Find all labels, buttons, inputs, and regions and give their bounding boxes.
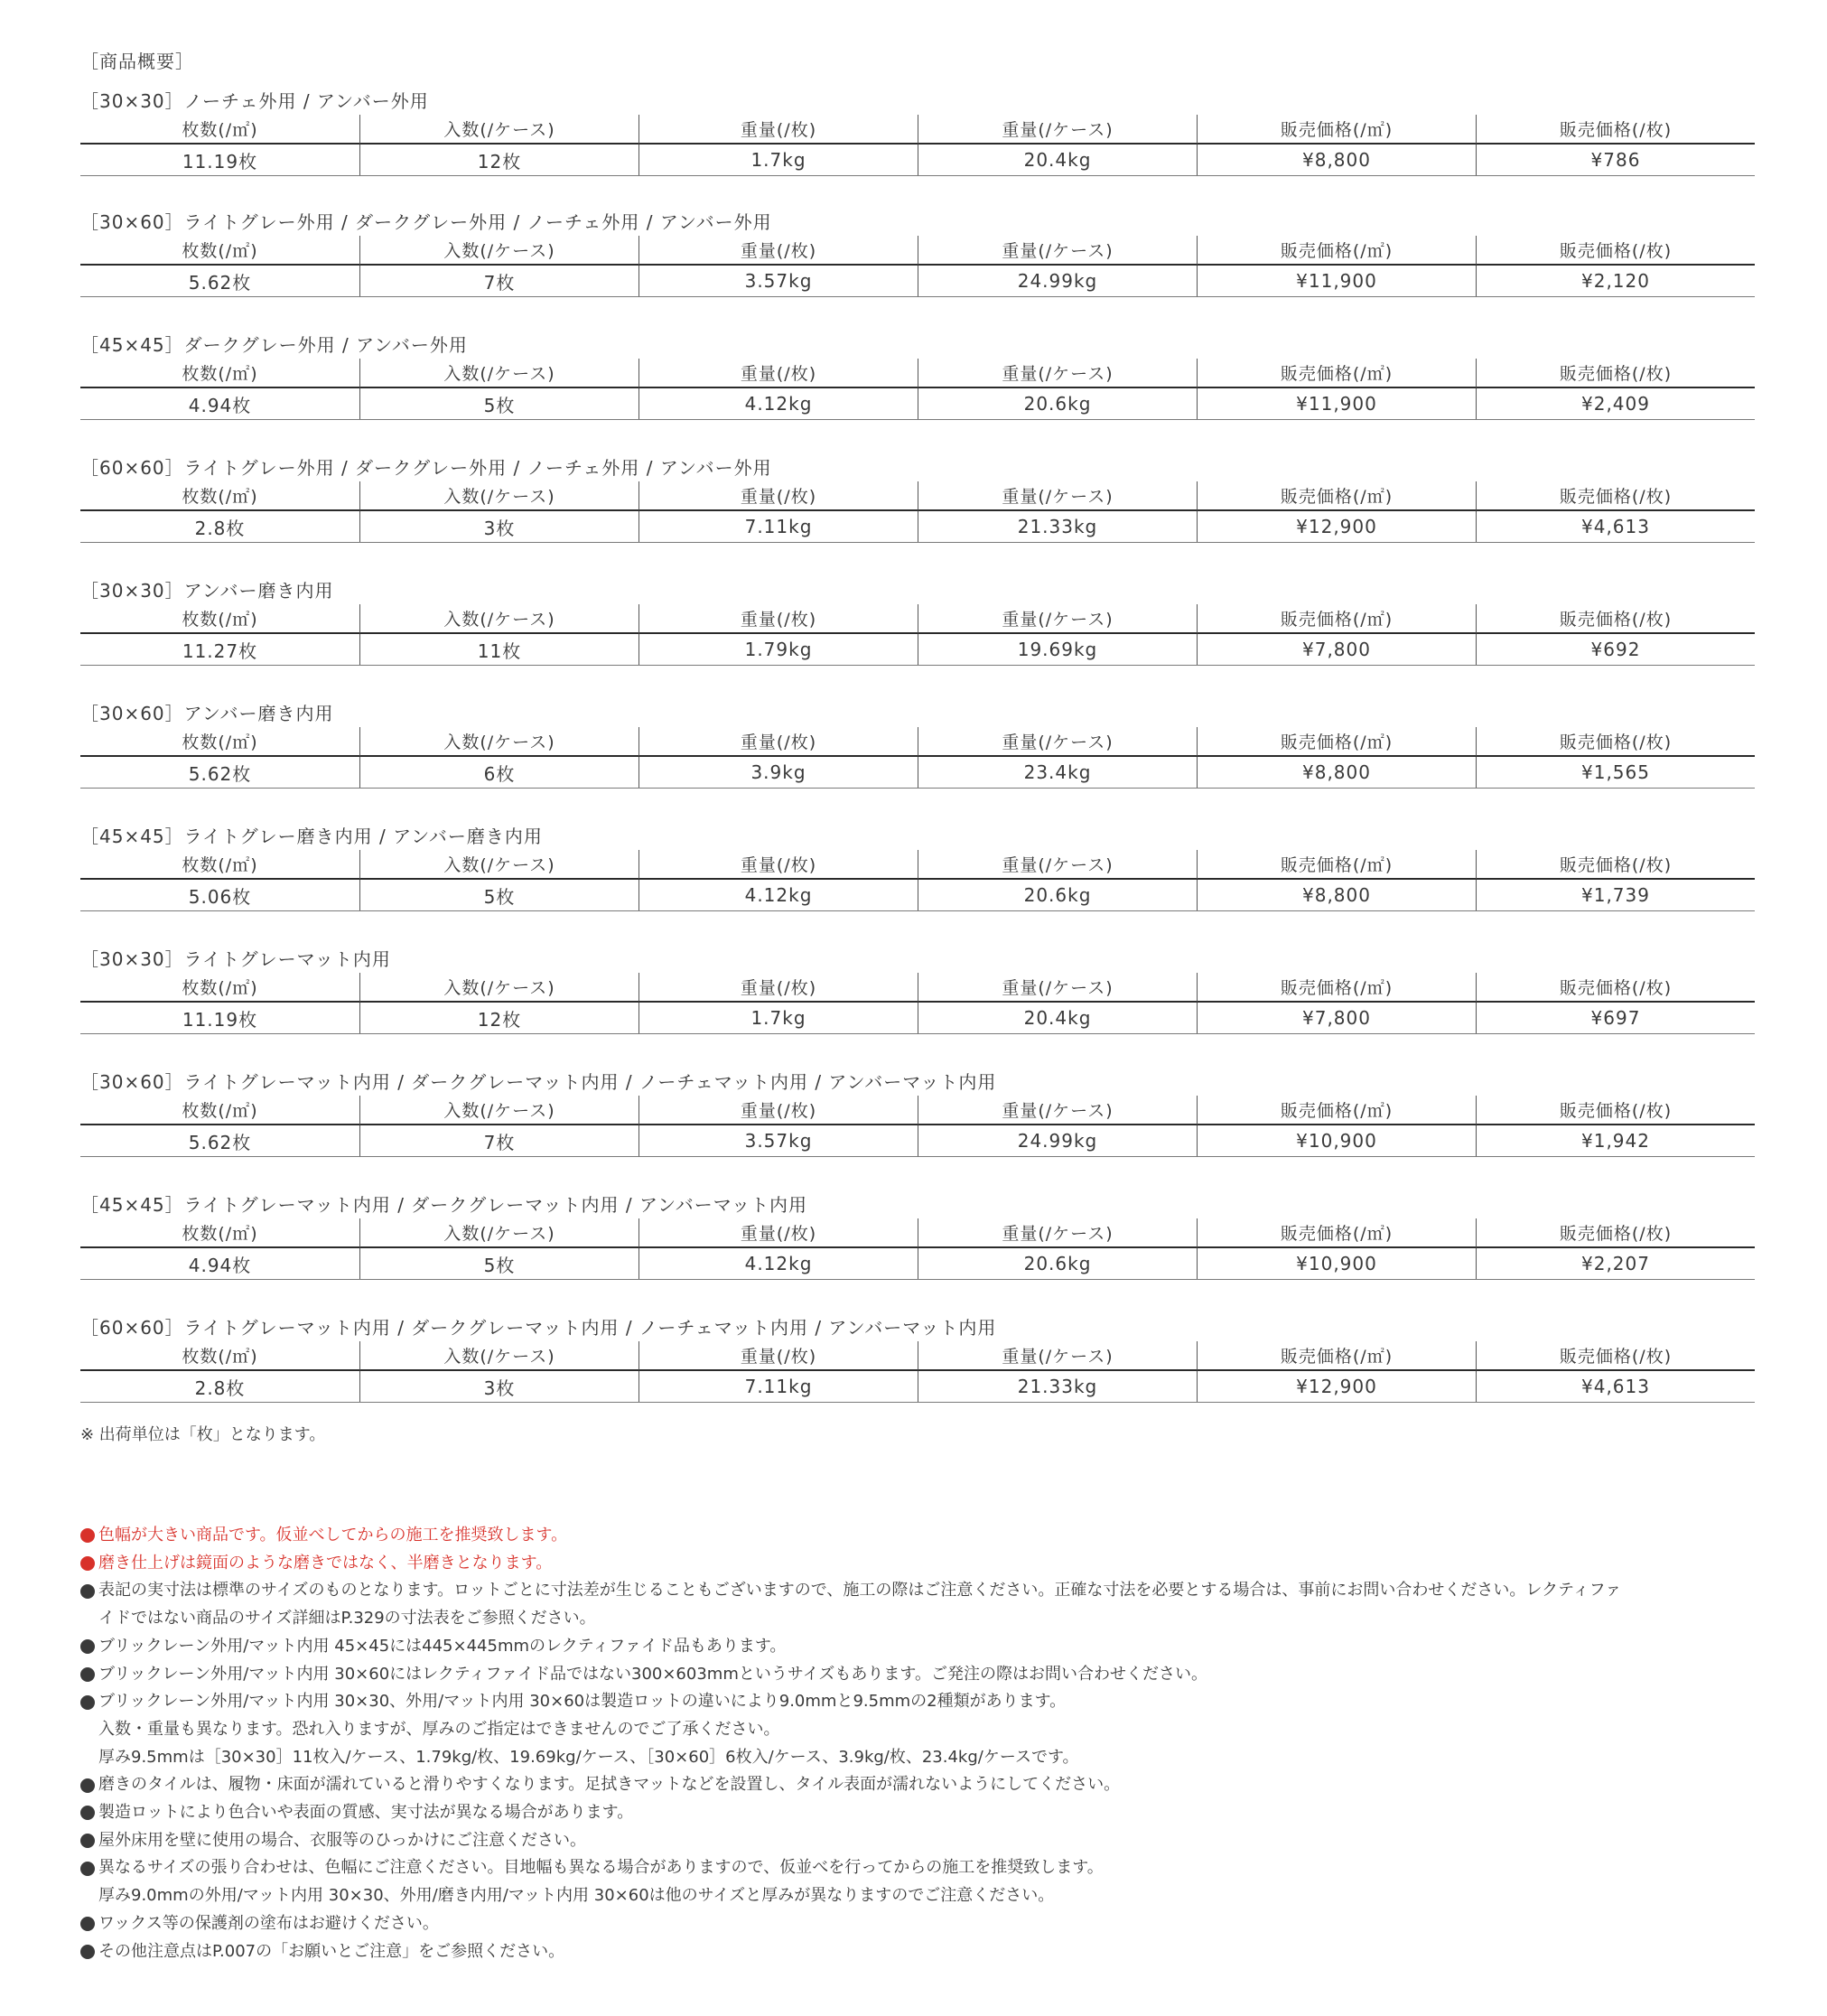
header-cell: 販売価格(/枚): [1476, 1096, 1755, 1125]
note-continuation: [80, 1605, 1760, 1633]
note-text: 異なるサイズの張り合わせは、色幅にご注意ください。目地幅も異なる場合がありますので、仮並べを行ってからの施工を推奨致します。: [98, 1858, 1104, 1878]
note-text: ブリックレーン外用/マット内用 30×30、外用/マット内用 30×60は製造ロットの違いにより9.0mmと9.5mmの2種類があります。: [98, 1692, 1067, 1712]
note-text: ブリックレーン外用/マット内用 30×60にはレクティファイド品ではない300×603mmというサイズもあります。ご発注の際はお問い合わせください。: [98, 1664, 1207, 1684]
header-cell: 重量(/ケース): [918, 359, 1197, 388]
header-cell: 重量(/枚): [639, 115, 918, 145]
value-cell: 7.11kg: [639, 1371, 918, 1402]
value-cell: 3枚: [359, 511, 639, 542]
bullet-icon: [80, 1806, 95, 1820]
value-cell: 5枚: [359, 1248, 639, 1279]
shipping-note: ※ 出荷単位は「枚」となります。: [80, 1425, 326, 1444]
spec-table: [80, 236, 1755, 297]
note-text: 屋外床用を壁に使用の場合、衣服等のひっかけにご注意ください。: [98, 1830, 586, 1850]
header-cell: 販売価格(/枚): [1476, 727, 1755, 757]
value-cell: ¥4,613: [1476, 1371, 1755, 1402]
header-cell: 販売価格(/枚): [1476, 359, 1755, 388]
header-cell: 重量(/ケース): [918, 236, 1197, 266]
header-cell: 販売価格(/㎡): [1197, 1096, 1476, 1125]
value-cell: 20.4kg: [918, 145, 1197, 175]
value-cell: ¥12,900: [1197, 511, 1476, 542]
value-cell: 7枚: [359, 266, 639, 296]
value-cell: ¥12,900: [1197, 1371, 1476, 1402]
header-cell: 枚数(/㎡): [80, 727, 359, 757]
header-cell: 重量(/枚): [639, 236, 918, 266]
product-title: ［45×45］ライトグレー磨き内用 / アンバー磨き内用: [80, 826, 543, 847]
value-cell: 5.62枚: [188, 762, 252, 785]
header-cell: 重量(/ケース): [918, 481, 1197, 511]
note-item: [80, 1522, 1760, 1550]
note-text: 厚み9.5mmは［30×30］11枚入/ケース、1.79kg/枚、19.69kg/ケース、［30×60］6枚入/ケース、3.9kg/枚、23.4kg/ケースです。: [98, 1747, 1079, 1767]
bullet-icon: [80, 1695, 95, 1710]
spec-table: [80, 1218, 1755, 1280]
header-cell: 販売価格(/㎡): [1197, 850, 1476, 880]
header-cell: 販売価格(/枚): [1476, 1341, 1755, 1371]
note-continuation: [80, 1882, 1760, 1910]
value-cell: 12枚: [359, 145, 639, 175]
value-cell: 11.19枚: [182, 1008, 258, 1031]
header-cell: 重量(/ケース): [918, 1096, 1197, 1125]
value-cell: 3.57kg: [639, 266, 918, 296]
value-cell: 5.06枚: [188, 885, 252, 908]
header-cell: 販売価格(/㎡): [1197, 604, 1476, 634]
page-heading: ［商品概要］: [80, 51, 194, 72]
header-cell: 入数(/ケース): [359, 115, 639, 145]
value-cell: 24.99kg: [918, 1125, 1197, 1156]
note-item: [80, 1827, 1760, 1855]
value-cell: 3枚: [359, 1371, 639, 1402]
value-cell: 6枚: [359, 757, 639, 788]
note-continuation: [80, 1744, 1760, 1772]
value-cell: ¥8,800: [1197, 145, 1476, 175]
bullet-icon: [80, 1862, 95, 1876]
spec-table: [80, 973, 1755, 1034]
bullet-icon: [80, 1834, 95, 1848]
value-cell: 11.19枚: [182, 150, 258, 173]
header-cell: 枚数(/㎡): [80, 236, 359, 266]
header-cell: 重量(/ケース): [918, 850, 1197, 880]
header-cell: 枚数(/㎡): [80, 1218, 359, 1248]
bullet-icon: [80, 1528, 95, 1543]
value-cell: 11枚: [359, 634, 639, 665]
header-cell: 販売価格(/枚): [1476, 481, 1755, 511]
value-cell: 4.12kg: [639, 880, 918, 910]
header-cell: 重量(/ケース): [918, 973, 1197, 1003]
value-cell: 20.6kg: [918, 880, 1197, 910]
header-cell: 枚数(/㎡): [80, 359, 359, 388]
value-cell: 20.6kg: [918, 388, 1197, 419]
product-title: ［60×60］ライトグレーマット内用 / ダークグレーマット内用 / ノーチェマット内用 / アンバーマット内用: [80, 1317, 997, 1339]
value-cell: 20.6kg: [918, 1248, 1197, 1279]
note-item: [80, 1688, 1760, 1716]
value-cell: ¥10,900: [1197, 1125, 1476, 1156]
value-cell: ¥8,800: [1197, 880, 1476, 910]
header-cell: 販売価格(/㎡): [1197, 481, 1476, 511]
value-cell: 5.62枚: [188, 271, 252, 294]
note-item: [80, 1771, 1760, 1799]
value-cell: ¥697: [1476, 1003, 1755, 1033]
note-item: [80, 1910, 1760, 1938]
header-cell: 枚数(/㎡): [80, 604, 359, 634]
note-text: 色幅が大きい商品です。仮並べしてからの施工を推奨致します。: [98, 1526, 568, 1545]
header-cell: 販売価格(/㎡): [1197, 115, 1476, 145]
header-cell: 枚数(/㎡): [80, 115, 359, 145]
product-title: ［30×60］アンバー磨き内用: [80, 703, 334, 724]
product-title: ［30×60］ライトグレーマット内用 / ダークグレーマット内用 / ノーチェマット内用 / アンバーマット内用: [80, 1071, 997, 1093]
value-cell: 7.11kg: [639, 511, 918, 542]
header-cell: 重量(/ケース): [918, 727, 1197, 757]
header-cell: 重量(/枚): [639, 359, 918, 388]
value-cell: ¥4,613: [1476, 511, 1755, 542]
header-cell: 販売価格(/㎡): [1197, 359, 1476, 388]
header-cell: 重量(/枚): [639, 1096, 918, 1125]
header-cell: 枚数(/㎡): [80, 1341, 359, 1371]
header-cell: 重量(/ケース): [918, 1218, 1197, 1248]
note-continuation: [80, 1716, 1760, 1744]
note-item: [80, 1938, 1760, 1966]
header-cell: 入数(/ケース): [359, 481, 639, 511]
value-cell: 5枚: [359, 880, 639, 910]
note-text: 製造ロットにより色合いや表面の質感、実寸法が異なる場合があります。: [98, 1803, 634, 1823]
value-cell: 1.7kg: [639, 145, 918, 175]
spec-table: [80, 115, 1755, 176]
header-cell: 入数(/ケース): [359, 604, 639, 634]
value-cell: 20.4kg: [918, 1003, 1197, 1033]
value-cell: 23.4kg: [918, 757, 1197, 788]
header-cell: 重量(/枚): [639, 727, 918, 757]
note-text: 磨き仕上げは鏡面のような磨きではなく、半磨きとなります。: [98, 1553, 553, 1573]
spec-table: [80, 850, 1755, 911]
value-cell: ¥7,800: [1197, 1003, 1476, 1033]
header-cell: 重量(/枚): [639, 973, 918, 1003]
value-cell: 4.12kg: [639, 1248, 918, 1279]
note-text: その他注意点はP.007の「お願いとご注意」をご参照ください。: [98, 1941, 565, 1961]
value-cell: ¥7,800: [1197, 634, 1476, 665]
value-cell: 1.7kg: [639, 1003, 918, 1033]
value-cell: 4.94枚: [188, 1254, 252, 1276]
value-cell: 5.62枚: [188, 1131, 252, 1153]
header-cell: 枚数(/㎡): [80, 850, 359, 880]
bullet-icon: [80, 1917, 95, 1931]
value-cell: 1.79kg: [639, 634, 918, 665]
value-cell: ¥786: [1476, 145, 1755, 175]
note-text: 表記の実寸法は標準のサイズのものとなります。ロットごとに寸法差が生じることもございますので、施工の際はご注意ください。正確な寸法を必要とする場合は、事前にお問い合わせください。レクティファ: [98, 1581, 1622, 1601]
value-cell: ¥2,207: [1476, 1248, 1755, 1279]
value-cell: ¥8,800: [1197, 757, 1476, 788]
note-item: [80, 1661, 1760, 1689]
header-cell: 販売価格(/㎡): [1197, 727, 1476, 757]
spec-table: [80, 604, 1755, 666]
note-item: [80, 1854, 1760, 1882]
value-cell: 4.94枚: [188, 394, 252, 416]
header-cell: 入数(/ケース): [359, 1218, 639, 1248]
value-cell: ¥1,942: [1476, 1125, 1755, 1156]
value-cell: ¥1,739: [1476, 880, 1755, 910]
header-cell: 重量(/枚): [639, 604, 918, 634]
notes-list: [80, 1522, 1760, 1965]
bullet-icon: [80, 1667, 95, 1682]
header-cell: 重量(/枚): [639, 481, 918, 511]
header-cell: 重量(/枚): [639, 850, 918, 880]
header-cell: 入数(/ケース): [359, 727, 639, 757]
value-cell: 3.57kg: [639, 1125, 918, 1156]
note-item: [80, 1577, 1760, 1605]
bullet-icon: [80, 1778, 95, 1793]
header-cell: 入数(/ケース): [359, 973, 639, 1003]
value-cell: 2.8枚: [194, 517, 246, 539]
bullet-icon: [80, 1556, 95, 1571]
product-title: ［30×30］ノーチェ外用 / アンバー外用: [80, 90, 429, 112]
header-cell: 重量(/ケース): [918, 115, 1197, 145]
value-cell: 7枚: [359, 1125, 639, 1156]
header-cell: 入数(/ケース): [359, 1341, 639, 1371]
bullet-icon: [80, 1945, 95, 1959]
header-cell: 枚数(/㎡): [80, 1096, 359, 1125]
header-cell: 入数(/ケース): [359, 1096, 639, 1125]
header-cell: 販売価格(/枚): [1476, 604, 1755, 634]
value-cell: 2.8枚: [194, 1377, 246, 1399]
value-cell: 11.27枚: [182, 639, 258, 662]
value-cell: 21.33kg: [918, 1371, 1197, 1402]
value-cell: 24.99kg: [918, 266, 1197, 296]
spec-table: [80, 1341, 1755, 1403]
value-cell: ¥10,900: [1197, 1248, 1476, 1279]
note-text: イドではない商品のサイズ詳細はP.329の寸法表をご参照ください。: [98, 1609, 596, 1629]
header-cell: 販売価格(/㎡): [1197, 236, 1476, 266]
note-item: [80, 1799, 1760, 1827]
header-cell: 販売価格(/㎡): [1197, 973, 1476, 1003]
header-cell: 入数(/ケース): [359, 850, 639, 880]
value-cell: ¥2,409: [1476, 388, 1755, 419]
header-cell: 販売価格(/枚): [1476, 973, 1755, 1003]
product-title: ［30×60］ライトグレー外用 / ダークグレー外用 / ノーチェ外用 / アンバー外用: [80, 211, 772, 233]
header-cell: 販売価格(/枚): [1476, 236, 1755, 266]
spec-table: [80, 1096, 1755, 1157]
value-cell: ¥692: [1476, 634, 1755, 665]
header-cell: 重量(/枚): [639, 1341, 918, 1371]
header-cell: 販売価格(/枚): [1476, 1218, 1755, 1248]
product-title: ［30×30］アンバー磨き内用: [80, 580, 334, 602]
header-cell: 販売価格(/㎡): [1197, 1218, 1476, 1248]
header-cell: 入数(/ケース): [359, 236, 639, 266]
spec-table: [80, 481, 1755, 543]
value-cell: 3.9kg: [639, 757, 918, 788]
product-title: ［45×45］ライトグレーマット内用 / ダークグレーマット内用 / アンバーマット内用: [80, 1194, 807, 1216]
value-cell: 12枚: [359, 1003, 639, 1033]
note-text: 磨きのタイルは、履物・床面が濡れていると滑りやすくなります。足拭きマットなどを設置し、タイル表面が濡れないようにしてください。: [98, 1775, 1121, 1795]
header-cell: 販売価格(/㎡): [1197, 1341, 1476, 1371]
header-cell: 販売価格(/枚): [1476, 850, 1755, 880]
value-cell: ¥11,900: [1197, 266, 1476, 296]
bullet-icon: [80, 1584, 95, 1599]
header-cell: 入数(/ケース): [359, 359, 639, 388]
value-cell: ¥11,900: [1197, 388, 1476, 419]
product-title: ［30×30］ライトグレーマット内用: [80, 948, 391, 970]
header-cell: 重量(/ケース): [918, 1341, 1197, 1371]
product-title: ［45×45］ダークグレー外用 / アンバー外用: [80, 334, 468, 356]
header-cell: 重量(/ケース): [918, 604, 1197, 634]
note-text: 入数・重量も異なります。恐れ入りますが、厚みのご指定はできませんのでご了承ください。: [98, 1719, 780, 1739]
bullet-icon: [80, 1639, 95, 1654]
spec-table: [80, 359, 1755, 420]
value-cell: ¥1,565: [1476, 757, 1755, 788]
product-title: ［60×60］ライトグレー外用 / ダークグレー外用 / ノーチェ外用 / アンバー外用: [80, 457, 772, 479]
spec-table: [80, 727, 1755, 789]
header-cell: 販売価格(/枚): [1476, 115, 1755, 145]
header-cell: 枚数(/㎡): [80, 481, 359, 511]
header-cell: 枚数(/㎡): [80, 973, 359, 1003]
value-cell: 5枚: [359, 388, 639, 419]
note-text: 厚み9.0mmの外用/マット内用 30×30、外用/磨き内用/マット内用 30×60は他のサイズと厚みが異なりますのでご注意ください。: [98, 1886, 1055, 1906]
value-cell: 19.69kg: [918, 634, 1197, 665]
note-item: [80, 1633, 1760, 1661]
note-item: [80, 1550, 1760, 1578]
header-cell: 重量(/枚): [639, 1218, 918, 1248]
note-text: ブリックレーン外用/マット内用 45×45には445×445mmのレクティファイド品もあります。: [98, 1636, 787, 1656]
value-cell: 4.12kg: [639, 388, 918, 419]
note-text: ワックス等の保護剤の塗布はお避けください。: [98, 1913, 439, 1933]
value-cell: 21.33kg: [918, 511, 1197, 542]
value-cell: ¥2,120: [1476, 266, 1755, 296]
